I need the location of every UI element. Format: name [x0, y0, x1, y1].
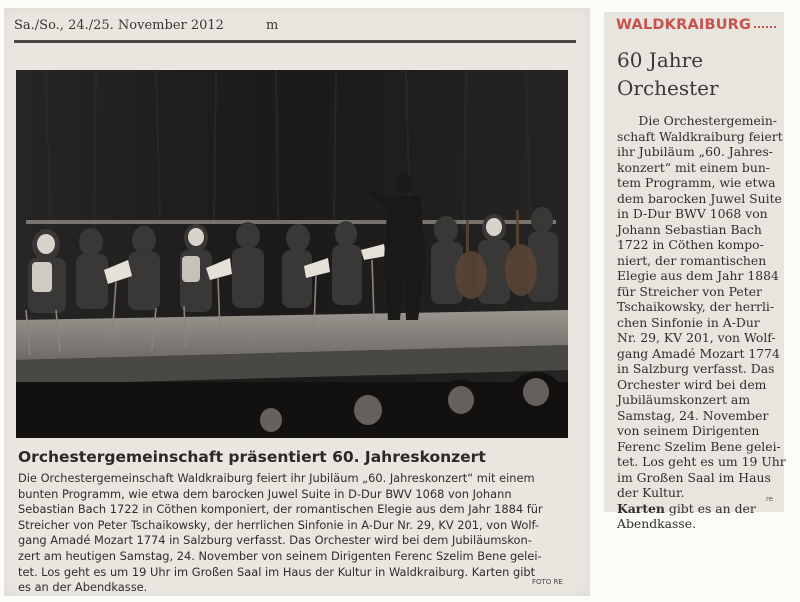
side-line: im Großen Saal im Haus	[617, 469, 771, 485]
side-line: Jubiläumskonzert am	[617, 392, 751, 407]
article-body	[18, 471, 576, 596]
side-line: ihr Jubiläum „60. Jahres-	[617, 144, 773, 159]
side-line: niert, der romantischen	[617, 252, 767, 268]
side-article-body	[617, 113, 786, 532]
article-headline: Orchestergemeinschaft präsentiert 60. Jahreskonzert	[18, 448, 486, 466]
side-line: Johann Sebastian Bach	[617, 221, 762, 237]
side-line: schaft Waldkraiburg feiert	[617, 128, 783, 144]
closing-line-2: Abendkasse.	[617, 516, 697, 531]
side-line: Ferenc Szelim Bene gelei-	[617, 438, 781, 454]
dateline	[14, 14, 576, 43]
issue-date: Sa./So., 24./25. November 2012	[14, 18, 224, 33]
side-line: konzert“ mit einem bun-	[617, 159, 770, 175]
orchestra-illustration	[16, 70, 568, 438]
side-line: Elegie aus dem Jahr 1884	[617, 268, 779, 283]
side-line: dem barocken Juwel Suite	[617, 190, 782, 206]
side-line: gang Amadé Mozart 1774	[617, 345, 780, 361]
side-line: Nr. 29, KV 201, von Wolf-	[617, 330, 776, 345]
side-article-title	[617, 46, 719, 102]
kicker-dots	[754, 26, 776, 28]
side-line: tet. Los geht es um 19 Uhr	[617, 454, 786, 469]
closing-line	[617, 501, 777, 517]
side-line: Samstag, 24. November	[617, 407, 769, 423]
side-line: der Kultur.	[617, 485, 685, 500]
closing-bold: Karten	[617, 500, 665, 516]
side-line: von seinem Dirigenten	[617, 423, 760, 438]
body-line: es an der Abendkasse.	[18, 580, 148, 595]
side-line: Die Orchestergemein-	[638, 113, 777, 128]
title-line: Orchester	[617, 76, 719, 100]
photo-credit: FOTO RE	[532, 578, 563, 586]
author-initials: re	[766, 495, 774, 503]
side-line: 1722 in Cöthen kompo-	[617, 237, 764, 252]
body-line: Streicher von Peter Tschaikowsky, der herrlichen Sinfonie in A-Dur Nr. 29, KV 201, von Wolf-	[18, 517, 540, 532]
side-line: Orchester wird bei dem	[617, 376, 767, 392]
side-line: tem Programm, wie etwa	[617, 175, 776, 190]
side-line: in Salzburg verfasst. Das	[617, 361, 775, 376]
title-line: 60 Jahre	[617, 48, 704, 72]
city-kicker: WALDKRAIBURG	[616, 17, 752, 33]
side-line: Tschaikowsky, der herrli-	[617, 299, 775, 314]
body-line: bunten Programm, wie etwa dem barocken Juwel Suite in D-Dur BWV 1068 von Johann	[18, 486, 512, 501]
body-line: Die Orchestergemeinschaft Waldkraiburg feiert ihr Jubiläum „60. Jahreskonzert“ mit einem	[18, 471, 535, 485]
side-line: für Streicher von Peter	[617, 283, 762, 299]
body-line: zert am heutigen Samstag, 24. November von seinem Dirigenten Ferenc Szelim Bene gelei-	[18, 548, 542, 563]
page-mark: m	[266, 18, 279, 33]
body-line: tet. Los geht es um 19 Uhr im Großen Saal im Haus der Kultur in Waldkraiburg. Karten gibt	[18, 564, 536, 579]
side-line: in D-Dur BWV 1068 von	[617, 206, 768, 221]
body-line: Sebastian Bach 1722 in Cöthen komponiert, der romantischen Elegie aus dem Jahr 1884 für	[18, 502, 543, 517]
body-line: gang Amadé Mozart 1774 in Salzburg verfasst. Das Orchester wird bei dem Jubiläumskon-	[18, 533, 532, 548]
orchestra-photo	[16, 70, 568, 438]
side-line: chen Sinfonie in A-Dur	[617, 314, 760, 330]
closing-rest: gibt es an der	[664, 500, 756, 516]
